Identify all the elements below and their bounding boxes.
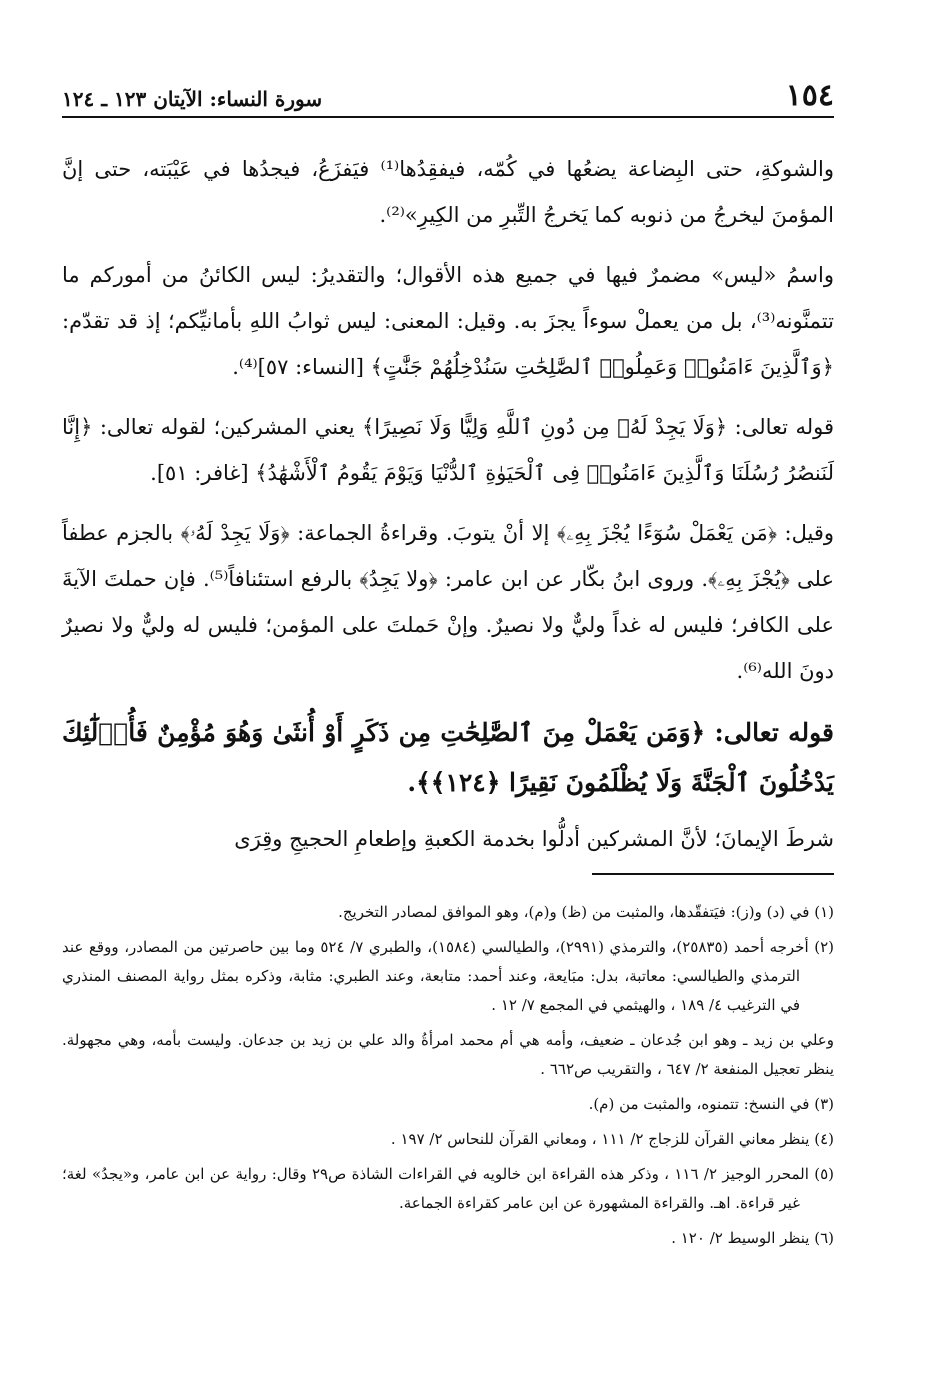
footnotes <box>62 898 834 1259</box>
main-text <box>62 146 834 876</box>
paragraph: واسمُ «ليس» مضمرٌ فيها في جميع هذه الأقوال؛ والتقديرُ: ليس الكائنُ من أموركم ما تتمنَّونه⁽³⁾، بل من يعملْ سوءاً يجزَ به. وقيل: المعنى: ليس ثوابُ اللهِ بأمانيِّكم؛ إذ قد تقدّم: ﴿وَٱلَّذِينَ ءَامَنُوا۟ وَعَمِلُوا۟ ٱلصَّٰلِحَٰتِ سَنُدْخِلُهُمْ جَنَّٰتٍ﴾ [النساء: ٥٧]⁽⁴⁾. <box>62 263 834 379</box>
page-number: ١٥٤ <box>785 78 834 113</box>
running-title: سورة النساء: الآيتان ١٢٣ ـ ١٢٤ <box>62 87 323 111</box>
footnote: (٦) ينظر الوسيط ٢/ ١٢٠ . <box>671 1229 834 1247</box>
page-header <box>62 74 834 118</box>
verse-heading <box>62 708 834 808</box>
commentary-start: شرطَ الإيمانَ؛ لأنَّ المشركين أدلُّوا بخدمة الكعبةِ وإطعامِ الحجيجِ وقِرَى <box>234 827 834 851</box>
paragraph: وقيل: ﴿مَن يَعْمَلْ سُوٓءًا يُجْزَ بِهِۦ﴾ إلا أنْ يتوبَ. وقراءةُ الجماعة: ﴿وَلَا يَجِدْ لَهُۥ﴾ بالجزم عطفاً على ﴿يُجْزَ بِهِۦ﴾. وروى ابنُ بكّار عن ابن عامر: ﴿ولا يَجِدُ﴾ بالرفع استئنافاً⁽⁵⁾. فإن حملتَ الآيةَ على الكافر؛ فليس له غداً وليٌّ ولا نصيرٌ. وإنْ حَملتَ على المؤمن؛ فليس له وليٌّ ولا نصيرٌ دونَ الله⁽⁶⁾. <box>62 521 834 683</box>
verse-text: ﴿وَمَن يَعْمَلْ مِنَ ٱلصَّٰلِحَٰتِ مِن ذَكَرٍ أَوْ أُنثَىٰ وَهُوَ مُؤْمِنٌ فَأُو۟لَٰٓئِكَ يَدْخُلُونَ ٱلْجَنَّةَ وَلَا يُظْلَمُونَ نَقِيرًا ﴿١٢٤﴾﴾. <box>62 718 834 797</box>
footnote: (٥) المحرر الوجيز ٢/ ١١٦ ، وذكر هذه القراءة ابن خالويه في القراءات الشاذة ص٢٩ وقال: رواية عن ابن عامر، و«يجدُ» لغة؛ غير قراءة. اهـ. والقراءة المشهورة عن ابن عامر كقراءة الجماعة. <box>62 1165 834 1212</box>
verse-lead: قوله تعالى: <box>714 718 834 747</box>
footnote: (٣) في النسخ: تتمنوه، والمثبت من (م). <box>588 1095 834 1113</box>
footnote: (١) في (د) و(ز): فيَتفقّدها، والمثبت من (ظ) و(م)، وهو الموافق لمصادر التخريج. <box>338 903 834 921</box>
footnote-separator <box>592 873 834 875</box>
footnote-continuation: وعلي بن زيد ـ وهو ابن جُدعان ـ ضعيف، وأمه هي أم محمد امرأةُ والد علي بن زيد بن جدعان. وليست بأمه، وهي مجهولة. ينظر تعجيل المنفعة ٢/ ٦٤٧ ، والتقريب ص٦٦٢ . <box>62 1031 834 1078</box>
paragraph: والشوكةِ، حتى البِضاعة يضعُها في كُمّه، فيفقِدُها⁽¹⁾ فيَفزَعُ، فيجدُها في عَيْبَته، حتى إنَّ المؤمنَ ليخرجُ من ذنوبه كما يَخرجُ التِّبرِ من الكِيرِ»⁽²⁾. <box>62 157 834 227</box>
footnote: (٢) أخرجه أحمد (٢٥٨٣٥)، والترمذي (٢٩٩١)، والطيالسي (١٥٨٤)، والطبري ٧/ ٥٢٤ وما بين حاصرتين من المصادر، ووقع عند الترمذي والطيالسي: معاتبة، بدل: مبَايعة، وعند أحمد: متابعة، وعند الطبري: مثابة، وذكره بمثل رواية المصنف المنذري في الترغيب ٤/ ١٨٩ ، والهيثمي في المجمع ٧/ ١٢ . <box>62 938 834 1014</box>
paragraph: قوله تعالى: ﴿وَلَا يَجِدْ لَهُۥ مِن دُونِ ٱللَّهِ وَلِيًّا وَلَا نَصِيرًا﴾ يعني المشركين؛ لقوله تعالى: ﴿إِنَّا لَنَنصُرُ رُسُلَنَا وَٱلَّذِينَ ءَامَنُوا۟ فِى ٱلْحَيَوٰةِ ٱلدُّنْيَا وَيَوْمَ يَقُومُ ٱلْأَشْهَٰدُ﴾ [غافر: ٥١]. <box>62 415 834 485</box>
footnote: (٤) ينظر معاني القرآن للزجاج ٢/ ١١١ ، ومعاني القرآن للنحاس ٢/ ١٩٧ . <box>390 1130 834 1148</box>
